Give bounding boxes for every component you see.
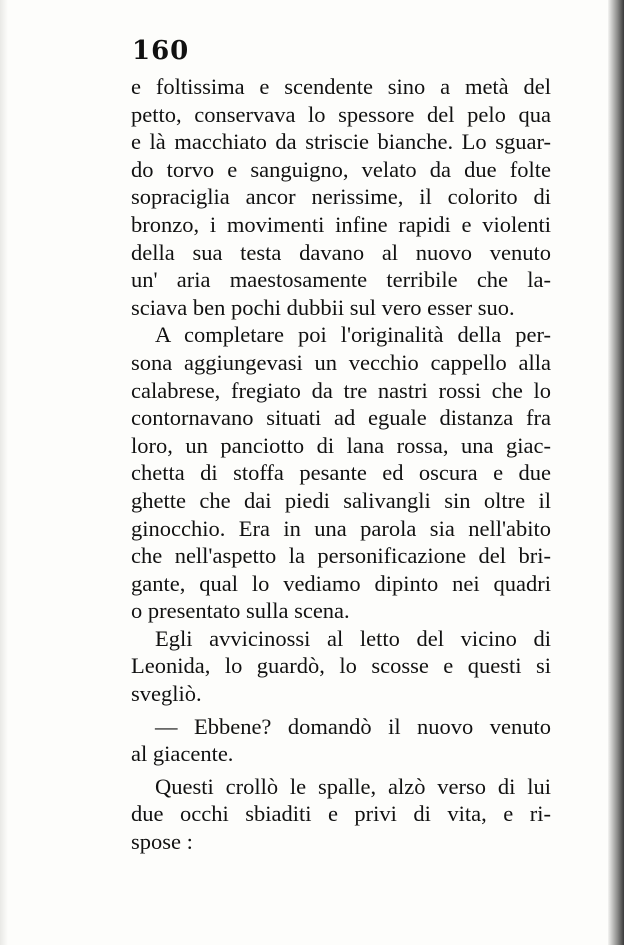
text-line: do torvo e sanguigno, velato da due folte [131,156,551,182]
text-line: gante, qual lo vediamo dipinto nei quadri [131,570,551,596]
text-line: ghette che dai piedi salivangli sin oltre il [131,487,551,513]
text-line: un' aria maestosamente terribile che la- [131,267,551,293]
text-line: che nell'aspetto la personificazione del bri- [131,543,551,569]
text-line: sona aggiungevasi un vecchio cappello alla [131,349,551,375]
text-line: due occhi sbiaditi e privi di vita, e ri- [131,801,551,827]
text-line: Leonida, lo guardò, lo scosse e questi si [131,653,551,679]
text-line: sopraciglia ancor nerissime, il colorito di [131,184,551,210]
text-line: e là macchiato da striscie bianche. Lo sguar- [131,129,551,155]
text-line: chetta di stoffa pesante ed oscura e due [131,460,551,486]
text-line: spose : [131,829,193,855]
text-line: e foltissima e scendente sino a metà del [131,74,551,99]
text-line: sciava ben pochi dubbii sul vero esser suo. [131,294,515,320]
text-line: bronzo, i movimenti infine rapidi e violenti [131,211,551,237]
text-line: Egli avvicinossi al letto del vicino di [155,625,551,651]
text-line: della sua testa davano al nuovo venuto [131,239,551,265]
text-line: Questi crollò le spalle, alzò verso di lui [155,773,551,799]
text-line: calabrese, fregiato da tre nastri rossi che lo [131,377,551,403]
text-line: contornavano situati ad eguale distanza fra [131,405,551,431]
text-line: ginocchio. Era in una parola sia nell'abito [131,515,551,541]
body-text [131,73,551,856]
text-line: o presentato sulla scena. [131,598,350,624]
text-line: svegliò. [131,681,202,707]
text-line: al giacente. [131,741,234,767]
page-number: 160 [132,36,190,66]
text-line: A completare poi l'originalità della per- [155,322,551,348]
text-line: — Ebbene? domandò il nuovo venuto [155,713,551,739]
text-line: petto, conservava lo spessore del pelo qua [131,101,551,127]
page-binding-edge [608,0,624,945]
page-left-edge [0,0,8,945]
text-line: loro, un panciotto di lana rossa, una giac- [131,432,551,458]
